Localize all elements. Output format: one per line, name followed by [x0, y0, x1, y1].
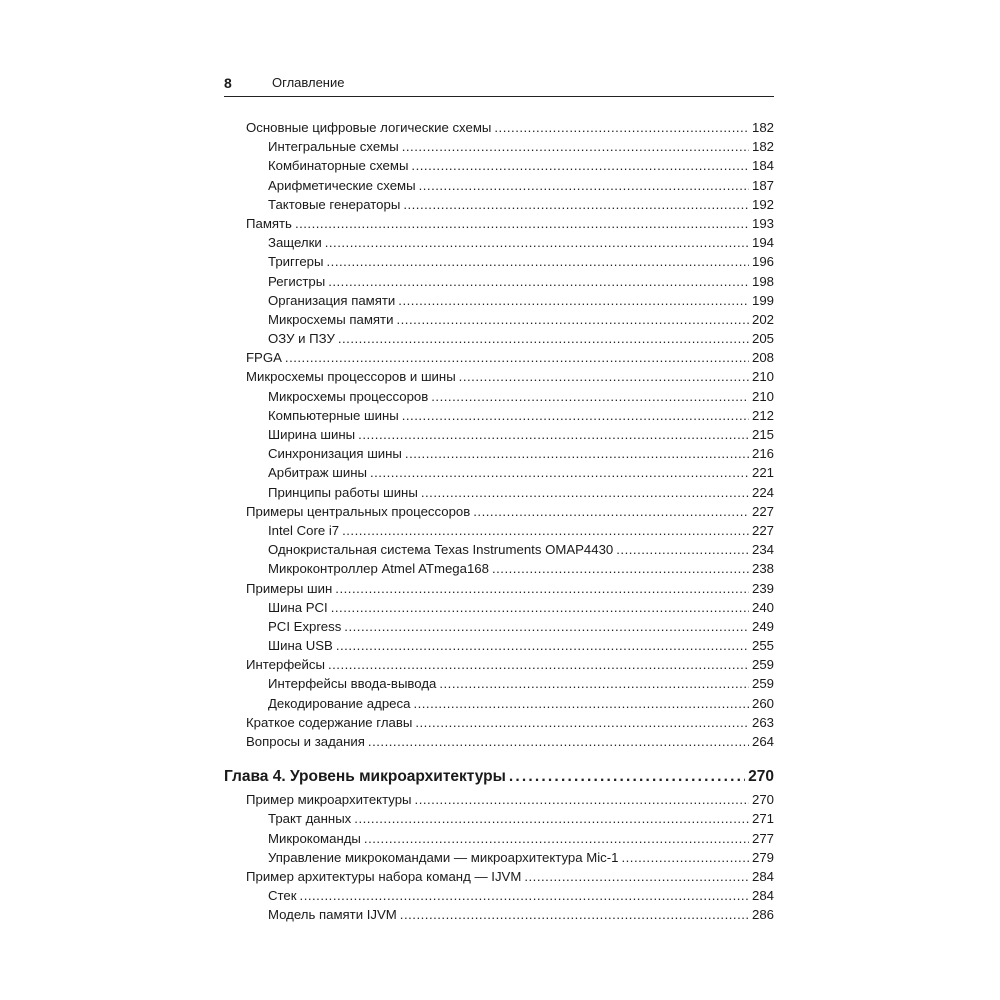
dot-leader [419, 176, 749, 195]
toc-entry-page: 192 [751, 196, 774, 212]
toc-subsection-entry [224, 387, 774, 406]
dot-leader [415, 713, 749, 732]
toc-entry-title: Микроконтроллер Atmel ATmega168 [268, 561, 489, 577]
toc-entry-page: 182 [751, 120, 774, 135]
toc-entry-title: Стек [268, 888, 297, 904]
toc-subsection-entry [224, 829, 774, 848]
toc-entry-page: 221 [751, 465, 774, 481]
toc-section-entry [224, 214, 774, 233]
toc-entry-title: Intel Core i7 [268, 522, 340, 538]
page-number: 8 [224, 75, 232, 91]
toc-section-entry [224, 655, 774, 674]
toc-entry-page: 224 [751, 484, 774, 500]
toc-entry-title: Микрокоманды [268, 830, 361, 846]
toc-entry-title: Микросхемы процессоров [268, 388, 429, 404]
dot-leader [431, 387, 749, 406]
dot-leader [325, 233, 749, 252]
toc-entry-page: 270 [751, 792, 774, 808]
toc-entry-title: Интерфейсы ввода-вывода [268, 676, 437, 692]
toc-entry-page: 205 [751, 331, 774, 347]
dot-leader [327, 252, 749, 271]
toc-section-after [224, 790, 774, 924]
dot-leader [335, 579, 749, 598]
dot-leader [621, 848, 749, 867]
toc-entry-page: 202 [751, 311, 774, 327]
dot-leader [342, 521, 749, 540]
dot-leader [403, 195, 749, 214]
toc-section-entry [224, 367, 774, 386]
dot-leader [421, 483, 749, 502]
dot-leader [494, 118, 749, 137]
toc-section-entry [224, 867, 774, 886]
dot-leader [354, 809, 749, 828]
toc-entry-title: Основные цифровые логические схемы [246, 120, 492, 135]
toc-entry-page: 271 [751, 811, 774, 827]
toc-entry-page: 193 [751, 215, 774, 231]
toc-entry-title: Пример архитектуры набора команд — IJVM [246, 868, 522, 884]
toc-entry-page: 277 [751, 830, 774, 846]
toc-subsection-entry [224, 521, 774, 540]
toc-section-entry [224, 579, 774, 598]
toc-entry-title: FPGA [246, 350, 282, 366]
toc-entry-title: Комбинаторные схемы [268, 158, 409, 174]
dot-leader [358, 425, 749, 444]
toc-entry-page: 212 [751, 407, 774, 423]
toc-subsection-entry [224, 463, 774, 482]
toc-entry-page: 260 [751, 695, 774, 711]
toc-entry-title: Микросхемы процессоров и шины [246, 369, 456, 385]
toc-section-entry [224, 732, 774, 751]
toc-entry-page: 284 [751, 888, 774, 904]
toc-subsection-entry [224, 598, 774, 617]
toc-entry-page: 286 [751, 907, 774, 923]
toc-entry-page: 264 [751, 734, 774, 749]
toc-entry-page: 227 [751, 522, 774, 538]
toc-entry-title: Управление микрокомандами — микроархитектура Mic-1 [268, 849, 619, 865]
toc-subsection-entry [224, 483, 774, 502]
toc-entry-title: Принципы работы шины [268, 484, 418, 500]
toc-entry-title: Вопросы и задания [246, 734, 365, 749]
toc-entry-page: 234 [751, 542, 774, 558]
toc-section-entry [224, 348, 774, 367]
toc-entry-title: Синхронизация шины [268, 446, 402, 462]
toc-entry-title: Арифметические схемы [268, 177, 416, 193]
toc-entry-page: 187 [751, 177, 774, 193]
running-head [224, 74, 774, 97]
toc-entry-title: Тактовые генераторы [268, 196, 401, 212]
dot-leader [285, 348, 749, 367]
toc-entry-title: Компьютерные шины [268, 407, 399, 423]
dot-leader [398, 291, 749, 310]
toc-entry-title: Пример микроархитектуры [246, 792, 412, 808]
toc-entry-page: 210 [751, 388, 774, 404]
dot-leader [402, 406, 749, 425]
toc-entry-title: Однокристальная система Texas Instruments OMAP4430 [268, 542, 614, 558]
toc-section-entry [224, 713, 774, 732]
toc-subsection-entry [224, 636, 774, 655]
toc-subsection-entry [224, 905, 774, 924]
toc-entry-title: Интегральные схемы [268, 139, 399, 155]
toc-entry-page: 259 [751, 676, 774, 692]
toc-entry-page: 259 [751, 657, 774, 673]
toc-subsection-entry [224, 252, 774, 271]
toc-subsection-entry [224, 137, 774, 156]
dot-leader [331, 598, 749, 617]
dot-leader [295, 214, 749, 233]
dot-leader [509, 764, 745, 790]
toc-section-before [224, 118, 774, 751]
dot-leader [473, 502, 749, 521]
toc-entry-page: 284 [751, 868, 774, 884]
toc-subsection-entry [224, 291, 774, 310]
toc-subsection-entry [224, 329, 774, 348]
toc-subsection-entry [224, 195, 774, 214]
running-title: Оглавление [272, 75, 345, 90]
toc-subsection-entry [224, 694, 774, 713]
toc-entry-title: Ширина шины [268, 427, 356, 442]
dot-leader [524, 867, 749, 886]
toc-subsection-entry [224, 809, 774, 828]
toc-subsection-entry [224, 233, 774, 252]
dot-leader [459, 367, 749, 386]
toc-subsection-entry [224, 406, 774, 425]
toc-entry-page: 227 [751, 503, 774, 519]
toc-subsection-entry [224, 674, 774, 693]
toc-entry-title: Шина USB [268, 638, 333, 654]
dot-leader [344, 617, 749, 636]
toc-entry-page: 215 [751, 427, 774, 442]
dot-leader [400, 905, 749, 924]
toc-subsection-entry [224, 848, 774, 867]
toc-entry-title: Примеры центральных процессоров [246, 503, 471, 519]
toc-entry-page: 196 [751, 254, 774, 270]
dot-leader [439, 674, 749, 693]
toc-entry-page: 198 [751, 273, 774, 289]
toc-entry-page: 240 [751, 599, 774, 615]
dot-leader [492, 559, 749, 578]
toc-entry-page: 184 [751, 158, 774, 174]
toc-entry-page: 238 [751, 561, 774, 577]
toc-entry-title: Микросхемы памяти [268, 311, 394, 327]
toc-subsection-entry [224, 559, 774, 578]
toc-entry-page: 194 [751, 235, 774, 251]
dot-leader [405, 444, 749, 463]
toc-subsection-entry [224, 540, 774, 559]
toc-entry-page: 199 [751, 292, 774, 308]
dot-leader [300, 886, 749, 905]
dot-leader [616, 540, 749, 559]
dot-leader [415, 790, 749, 809]
toc-entry-title: Декодирование адреса [268, 695, 411, 711]
toc-subsection-entry [224, 310, 774, 329]
dot-leader [338, 329, 749, 348]
toc-entry-title: ОЗУ и ПЗУ [268, 331, 335, 347]
toc-entry-title: Защелки [268, 235, 322, 251]
toc-entry-page: 279 [751, 849, 774, 865]
toc-entry-page: 263 [751, 714, 774, 730]
toc-subsection-entry [224, 176, 774, 195]
toc-entry-page: 255 [751, 638, 774, 654]
dot-leader [328, 655, 749, 674]
toc-entry-page: 249 [751, 618, 774, 634]
toc-entry-title: Шина PCI [268, 599, 328, 615]
toc-entry-page: 239 [751, 580, 774, 596]
dot-leader [396, 310, 749, 329]
toc-entry-title: Тракт данных [268, 811, 352, 827]
dot-leader [402, 137, 749, 156]
toc-subsection-entry [224, 425, 774, 444]
toc-entry-title: PCI Express [268, 618, 342, 634]
toc-entry-title: Арбитраж шины [268, 465, 367, 481]
dot-leader [364, 829, 749, 848]
toc-section-entry [224, 118, 774, 137]
dot-leader [328, 272, 749, 291]
chapter-heading [224, 764, 774, 790]
toc-entry-title: Модель памяти IJVM [268, 907, 397, 923]
toc-subsection-entry [224, 617, 774, 636]
dot-leader [336, 636, 749, 655]
toc-entry-page: 208 [751, 350, 774, 366]
toc-entry-title: Примеры шин [246, 580, 333, 596]
toc-entry-title: Регистры [268, 273, 326, 289]
toc-entry-title: Память [246, 215, 292, 231]
dot-leader [413, 694, 749, 713]
toc-subsection-entry [224, 886, 774, 905]
toc-entry-title: Краткое содержание главы [246, 714, 413, 730]
toc-subsection-entry [224, 444, 774, 463]
dot-leader [411, 156, 749, 175]
dot-leader [368, 732, 749, 751]
chapter-page: 270 [748, 768, 774, 786]
toc-entry-page: 210 [751, 369, 774, 385]
toc-entry-title: Организация памяти [268, 292, 396, 308]
toc-section-entry [224, 502, 774, 521]
toc-entry-title: Интерфейсы [246, 657, 325, 673]
toc-subsection-entry [224, 156, 774, 175]
toc-section-entry [224, 790, 774, 809]
table-of-contents [224, 118, 774, 925]
toc-entry-page: 182 [751, 139, 774, 155]
book-page [224, 0, 774, 1000]
toc-entry-page: 216 [751, 446, 774, 462]
toc-subsection-entry [224, 272, 774, 291]
dot-leader [370, 463, 749, 482]
toc-entry-title: Триггеры [268, 254, 324, 270]
chapter-title: Глава 4. Уровень микроархитектуры [224, 768, 506, 786]
